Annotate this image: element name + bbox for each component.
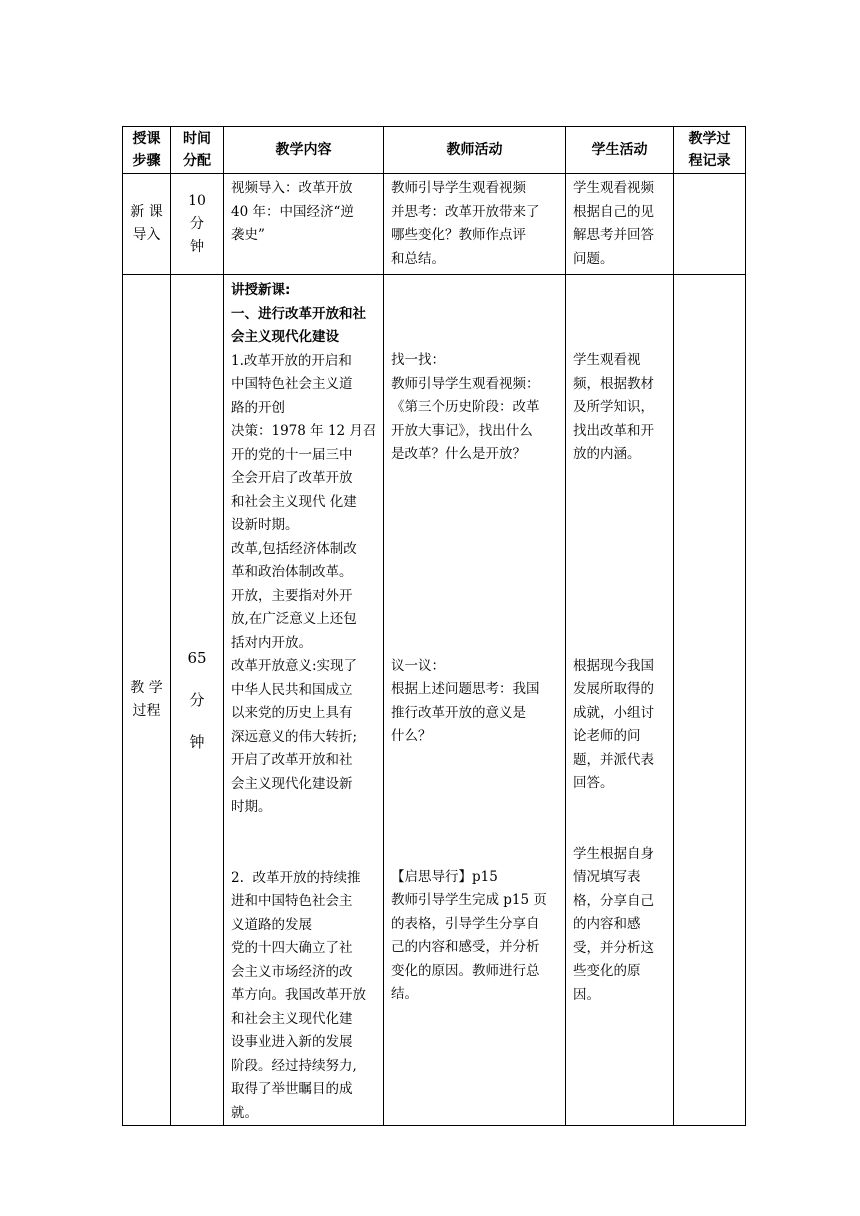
student-activity-3 [573, 843, 667, 1008]
text-line: 党的十四大确立了社 [231, 940, 353, 956]
text-line: 题，并派代表 [573, 751, 654, 768]
text-line: 一、进行改革开放和社 [231, 305, 366, 322]
text-line: 放,在广泛意义上还包 [231, 611, 357, 627]
text-line: 情况填写表 [573, 869, 641, 885]
text-line: 深远意义的伟大转折; [231, 728, 358, 745]
header-teacher: 教师活动 [384, 127, 566, 174]
intro-content-cell [224, 174, 384, 275]
text-line: 学生观看视频 [573, 180, 654, 196]
text-line: 些变化的原 [573, 963, 641, 979]
text-line: 中华人民共和国成立 [231, 681, 353, 698]
intro-teacher-cell [384, 174, 566, 275]
process-teacher-cell [384, 275, 566, 1126]
text-line: 什么？ [391, 728, 432, 744]
student-activity-2 [573, 655, 667, 796]
text-line: 【启思导行】p15 [391, 868, 498, 885]
lecture-heading [231, 279, 377, 350]
text-line: 放的内涵。 [573, 446, 641, 462]
process-content-cell [224, 275, 384, 1126]
intro-record-cell [674, 174, 746, 275]
text-line: 找出改革和开 [573, 422, 654, 439]
intro-student-cell [566, 174, 674, 275]
content-part-1 [231, 350, 377, 820]
text-line: 哪些变化？教师作点评 [391, 227, 526, 243]
text-line: 回答。 [573, 775, 614, 791]
process-student-cell [566, 275, 674, 1126]
text-line: 1.改革开放的开启和 [231, 352, 352, 369]
text-line: 《第三个历史阶段：改革 [391, 399, 540, 415]
text-line: 会主义现代化建设新 [231, 775, 353, 792]
intro-step-cell: 新 课 导入 [123, 174, 171, 275]
header-row [123, 127, 746, 174]
text-line: 2. 改革开放的持续推 [231, 869, 361, 886]
lesson-plan-table [122, 126, 746, 1126]
text-line: 发展所取得的 [573, 681, 654, 697]
text-line: 全会开启了改革开放 [231, 470, 353, 486]
text-line: 开的党的十一届三中 [231, 446, 353, 463]
text-line: 视频导入：改革开放 [231, 180, 353, 196]
text-line: 的表格，引导学生分享自 [391, 915, 540, 932]
text-line: 路的开创 [231, 399, 285, 416]
text-line: 推行改革开放的意义是 [391, 704, 526, 721]
process-time-cell: 65 分 钟 [171, 275, 224, 1126]
text-line: 开放，主要指对外开 [231, 587, 353, 604]
text-line: 开放大事记》，找出什么 [391, 422, 533, 439]
text-line: 根据现今我国 [573, 657, 654, 674]
teacher-activity-discuss [391, 655, 559, 749]
text-line: 会主义市场经济的改 [231, 963, 353, 980]
text-line: 受，并分析这 [573, 939, 654, 956]
text-line: 开启了改革开放和社 [231, 752, 353, 768]
text-line: 40 年：中国经济“逆 [231, 203, 354, 220]
text-line: 讲授新课: [231, 282, 291, 298]
text-line: 的内容和感 [573, 916, 641, 932]
text-line: 教师引导学生观看视频： [391, 375, 540, 392]
text-line: 设新时期。 [231, 517, 299, 533]
text-line: 学生观看视 [573, 352, 641, 368]
text-line: 学生根据自身 [573, 845, 654, 862]
text-line: 义道路的发展 [231, 916, 312, 933]
text-line: 革和政治体制改革。 [231, 564, 353, 580]
text-line: 教师引导学生完成 p15 页 [391, 892, 547, 908]
text-line: 改革开放意义:实现了 [231, 658, 358, 674]
teacher-activity-guide [391, 866, 559, 1007]
text-line: 中国特色社会主义道 [231, 376, 353, 392]
text-line: 和社会主义现代化建 [231, 1010, 353, 1027]
text-line: 根据自己的见 [573, 203, 654, 220]
student-activity-1 [573, 349, 667, 467]
text-line: 会主义现代化建设 [231, 329, 339, 345]
text-line: 议一议： [391, 657, 445, 674]
text-line: 结。 [391, 986, 418, 1002]
text-line: 以来党的历史上具有 [231, 705, 353, 721]
text-line: 设事业进入新的发展 [231, 1034, 353, 1050]
text-line: 己的内容和感受，并分析 [391, 939, 540, 955]
text-line: 论老师的问 [573, 728, 641, 744]
text-line: 成就，小组讨 [573, 704, 654, 721]
intro-time-cell: 10 分 钟 [171, 174, 224, 275]
text-line: 取得了举世瞩目的成 [231, 1081, 353, 1097]
text-line: 阶段。经过持续努力, [231, 1057, 357, 1074]
text-line: 找一找： [391, 352, 445, 368]
text-line: 因。 [573, 986, 600, 1003]
header-step: 授课 步骤 [123, 127, 171, 174]
text-line: 决策：1978 年 12 月召 [231, 423, 377, 439]
text-line: 及所学知识， [573, 399, 654, 415]
text-line: 和总结。 [391, 250, 445, 267]
text-line: 革方向。我国改革开放 [231, 987, 366, 1003]
row-intro [123, 174, 746, 275]
text-line: 就。 [231, 1104, 258, 1121]
process-record-cell [674, 275, 746, 1126]
process-step-cell: 教 学 过程 [123, 275, 171, 1126]
header-content: 教学内容 [224, 127, 384, 174]
text-line: 问题。 [573, 250, 614, 267]
text-line: 袭史” [231, 227, 265, 243]
text-line: 并思考：改革开放带来了 [391, 203, 540, 220]
text-line: 教师引导学生观看视频 [391, 180, 526, 196]
text-line: 根据上述问题思考：我国 [391, 681, 540, 697]
content-part-2 [231, 867, 377, 1126]
text-line: 和社会主义现代 化建 [231, 493, 357, 510]
text-line: 是改革？什么是开放？ [391, 446, 526, 462]
text-line: 改革,包括经济体制改 [231, 540, 357, 557]
text-line: 频，根据教材 [573, 375, 654, 392]
text-line: 进和中国特色社会主 [231, 893, 353, 909]
text-line: 变化的原因。教师进行总 [391, 962, 540, 979]
text-line: 格，分享自己 [573, 892, 654, 909]
header-record: 教学过 程记录 [674, 127, 746, 174]
header-student: 学生活动 [566, 127, 674, 174]
row-process [123, 275, 746, 1126]
teacher-activity-find [391, 349, 559, 467]
header-time: 时间 分配 [171, 127, 224, 174]
text-line: 括对内开放。 [231, 634, 312, 651]
text-line: 时期。 [231, 799, 272, 815]
text-line: 解思考并回答 [573, 227, 654, 243]
